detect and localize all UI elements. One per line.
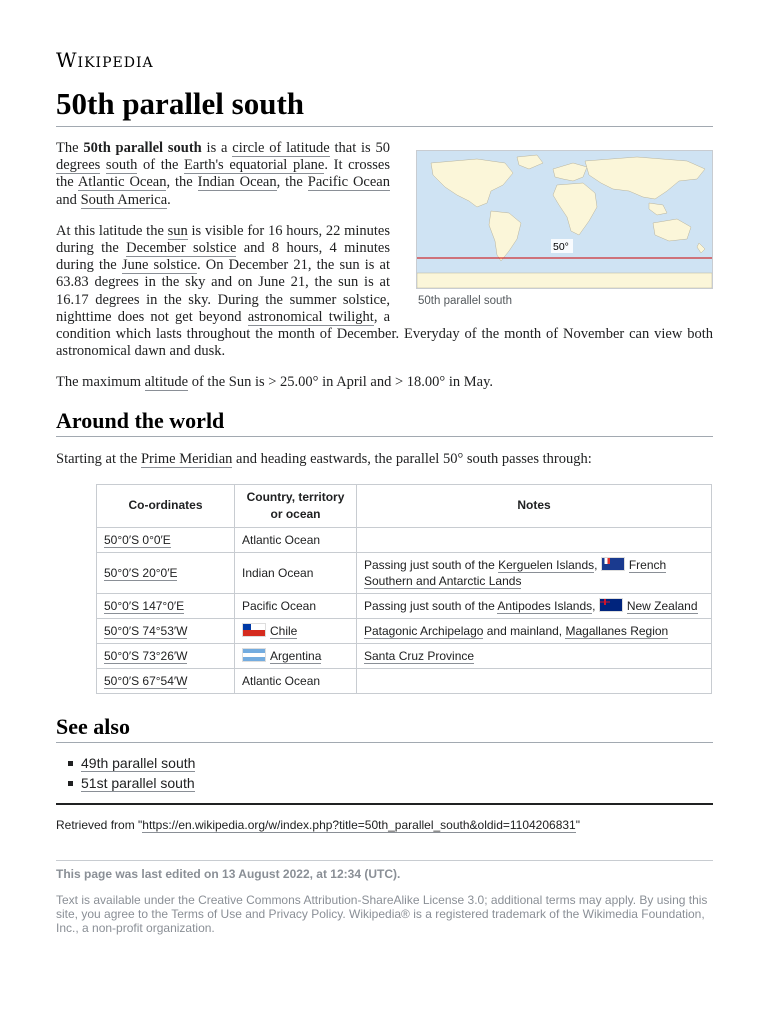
place-link[interactable]: Atlantic Ocean bbox=[242, 533, 321, 548]
heading-see-also: See also bbox=[56, 712, 713, 743]
link-indian-ocean[interactable]: Indian Ocean bbox=[197, 174, 277, 191]
link-49th-parallel-south[interactable]: 49th parallel south bbox=[81, 755, 196, 772]
map-infobox bbox=[416, 140, 713, 310]
coordinates-link[interactable]: 50°0′S 73°26′W bbox=[104, 649, 188, 664]
table-row bbox=[97, 594, 712, 619]
notes-cell bbox=[357, 528, 712, 553]
link-antipodes-islands[interactable]: Antipodes Islands bbox=[497, 599, 593, 614]
french-southern-flag-icon bbox=[601, 557, 625, 571]
chile-flag-icon bbox=[242, 623, 266, 637]
table-row bbox=[97, 528, 712, 553]
place-link[interactable]: Chile bbox=[270, 624, 298, 639]
page-title: 50th parallel south bbox=[56, 84, 713, 127]
table-row bbox=[97, 619, 712, 644]
latitude-label: 50° bbox=[553, 241, 569, 253]
column-header-notes: Notes bbox=[357, 484, 712, 527]
bold-term: 50th parallel south bbox=[83, 140, 202, 156]
link-kerguelen-islands[interactable]: Kerguelen Islands bbox=[498, 558, 595, 573]
column-header-coordinates: Co-ordinates bbox=[97, 484, 235, 527]
link-december-solstice[interactable]: December solstice bbox=[126, 240, 237, 257]
link-south-america[interactable]: South America bbox=[80, 191, 168, 208]
coordinates-link[interactable]: 50°0′S 67°54′W bbox=[104, 674, 188, 689]
link-altitude[interactable]: altitude bbox=[144, 374, 189, 391]
link-magallanes-region[interactable]: Magallanes Region bbox=[565, 624, 669, 639]
notes-cell bbox=[357, 644, 712, 669]
last-edited: This page was last edited on 13 August 2022, at 12:34 (UTC). bbox=[56, 867, 401, 882]
table-row bbox=[97, 644, 712, 669]
license-text: Text is available under the Creative Commons Attribution-ShareAlike License 3.0; additional terms may apply. By using this site, you agree to the Terms of Use and Privacy Policy. Wikipedia® is a registered trademark of the Wikimedia Foundation, Inc., a non-profit organization. bbox=[56, 893, 708, 936]
around-intro: Starting at the Prime Meridian and heading eastwards, the parallel 50° south passes through: bbox=[56, 450, 592, 467]
coordinates-link[interactable]: 50°0′S 74°53′W bbox=[104, 624, 188, 639]
link-new-zealand[interactable]: New Zealand bbox=[626, 599, 698, 614]
intro-paragraph-2: At this latitude the sun is visible for 16 hours, 22 minutes during the December solstice and 8 hours, 4 minutes during the June solstice. On December 21, the sun is at 63.83 degrees in the sky and on June 21, the sun is at 16.17 degrees in the sky. During the summer solstice, nighttime does not get beyond astronomical twilight, a condition which lasts throughout the month of December. Everyday of the month of November can view both astronomical dawn and dusk. bbox=[56, 222, 713, 360]
footer bbox=[56, 860, 713, 935]
heading-around-the-world: Around the world bbox=[56, 406, 713, 437]
link-patagonic-archipelago[interactable]: Patagonic Archipelago bbox=[364, 624, 484, 639]
link-atlantic-ocean[interactable]: Atlantic Ocean bbox=[77, 174, 167, 191]
link-51st-parallel-south[interactable]: 51st parallel south bbox=[81, 775, 195, 792]
intro-paragraph-1: The 50th parallel south is a circle of latitude that is 50 degrees south of the Earth's equatorial plane. It crosses the Atlantic Ocean, the Indian Ocean, the Pacific Ocean and South America. bbox=[56, 140, 391, 208]
place-link[interactable]: Argentina bbox=[270, 649, 322, 664]
map-caption: 50th parallel south bbox=[418, 295, 512, 307]
link-sun[interactable]: sun bbox=[167, 222, 188, 239]
intro-paragraph-3: The maximum altitude of the Sun is > 25.00° in April and > 18.00° in May. bbox=[56, 374, 494, 391]
notes-cell: Passing just south of the Antipodes Islands, New Zealand bbox=[357, 594, 712, 619]
notes-cell: Passing just south of the Kerguelen Islands, French Southern and Antarctic Lands bbox=[357, 553, 712, 594]
notes-cell bbox=[357, 669, 712, 694]
notes-cell: Patagonic Archipelago and mainland, Magallanes Region bbox=[357, 619, 712, 644]
world-map[interactable] bbox=[416, 150, 713, 289]
wikipedia-logo[interactable]: Wikipedia bbox=[56, 48, 154, 72]
coordinates-link[interactable]: 50°0′S 147°0′E bbox=[104, 599, 185, 614]
world-map-image bbox=[417, 151, 712, 288]
column-header-country: Country, territory or ocean bbox=[235, 484, 357, 527]
link-pacific-ocean[interactable]: Pacific Ocean bbox=[307, 174, 390, 191]
link-june-solstice[interactable]: June solstice bbox=[121, 257, 198, 274]
argentina-flag-icon bbox=[242, 648, 266, 662]
link-astronomical-twilight[interactable]: astronomical twilight bbox=[247, 308, 374, 325]
link-degrees[interactable]: degrees bbox=[56, 157, 101, 174]
link-equatorial-plane[interactable]: Earth's equatorial plane bbox=[184, 157, 325, 174]
coordinates-link[interactable]: 50°0′S 20°0′E bbox=[104, 566, 178, 581]
link-french-southern-lands[interactable]: French Southern and Antarctic Lands bbox=[364, 558, 667, 589]
link-prime-meridian[interactable]: Prime Meridian bbox=[140, 450, 233, 467]
place-link[interactable]: Pacific Ocean bbox=[242, 599, 317, 614]
list-item bbox=[81, 753, 713, 773]
parallel-table bbox=[96, 484, 712, 694]
place-link[interactable]: Atlantic Ocean bbox=[242, 674, 321, 689]
list-item bbox=[81, 773, 713, 793]
coordinates-link[interactable]: 50°0′S 0°0′E bbox=[104, 533, 171, 548]
article-content bbox=[56, 140, 713, 935]
retrieved-url-link[interactable]: https://en.wikipedia.org/w/index.php?title=50th_parallel_south&oldid=1104206831 bbox=[142, 818, 576, 833]
place-link[interactable]: Indian Ocean bbox=[242, 566, 314, 581]
table-header-row bbox=[97, 484, 712, 527]
see-also-list bbox=[56, 753, 713, 793]
retrieved-from: Retrieved from "https://en.wikipedia.org/w/index.php?title=50th_parallel_south&oldid=1104206831" bbox=[56, 803, 713, 834]
link-santa-cruz-province[interactable]: Santa Cruz Province bbox=[364, 649, 475, 664]
table-row bbox=[97, 669, 712, 694]
table-row bbox=[97, 553, 712, 594]
link-circle-of-latitude[interactable]: circle of latitude bbox=[232, 140, 330, 156]
new-zealand-flag-icon bbox=[599, 598, 623, 612]
link-south[interactable]: south bbox=[105, 157, 138, 174]
